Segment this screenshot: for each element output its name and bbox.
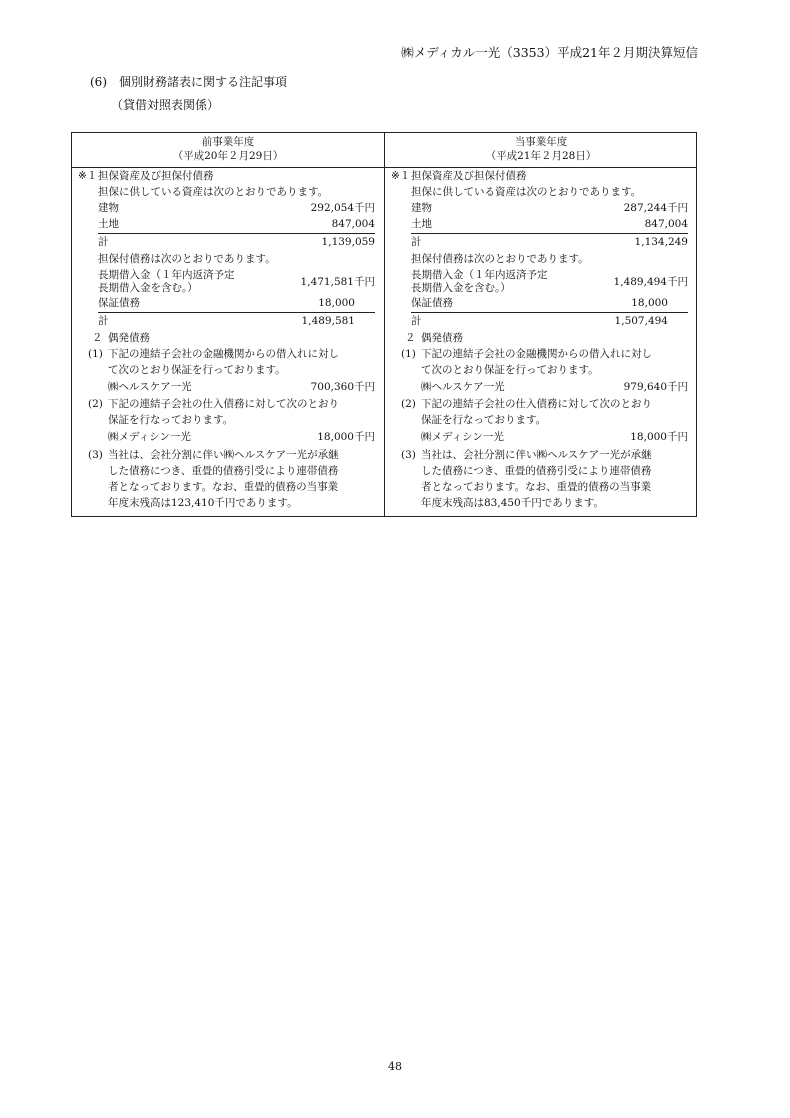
land-amount: 847,004 (331, 218, 375, 230)
debt-total-label: 計 (98, 315, 109, 327)
notes-table (71, 132, 697, 517)
guarantee-amount: 18,000 (631, 297, 668, 309)
item3-mark: (3) (88, 449, 103, 461)
item1-amount: 700,360千円 (310, 381, 375, 393)
subtotal-rule (98, 233, 375, 234)
item2-mark: (2) (401, 398, 416, 410)
item1-line2: て次のとおり保証を行っております。 (108, 364, 286, 376)
item1-mark: (1) (401, 348, 416, 360)
item2-mark: (2) (88, 398, 103, 410)
subtotal-label: 計 (98, 236, 109, 248)
item3-line4: 年度末残高は123,410千円であります。 (108, 497, 298, 509)
period: （平成21年２月28日） (485, 150, 597, 162)
item3-line4: 年度末残高は83,450千円であります。 (421, 497, 604, 509)
note2-title: 偶発債務 (108, 332, 150, 344)
loan-label-1: 長期借入金（１年内返済予定 (98, 269, 235, 281)
land-label: 土地 (411, 218, 432, 230)
current-year-column (385, 133, 697, 516)
guarantee-amount: 18,000 (318, 297, 355, 309)
note1-mark: ※１ (78, 170, 98, 182)
document-header: ㈱メディカル一光（3353）平成21年２月期決算短信 (401, 45, 698, 60)
subtotal-rule (98, 312, 375, 313)
debt-intro: 担保付債務は次のとおりであります。 (98, 253, 276, 265)
pledged-intro: 担保に供している資産は次のとおりであります。 (411, 186, 642, 198)
heading: 前事業年度 (201, 136, 255, 148)
guarantee-label: 保証債務 (98, 297, 140, 309)
item2-line1: 下記の連結子会社の仕入債務に対して次のとおり (421, 398, 652, 410)
building-label: 建物 (98, 202, 119, 214)
note1-mark: ※１ (391, 170, 411, 182)
item2-company: ㈱メディシン一光 (421, 431, 504, 443)
note1-title: 担保資産及び担保付債務 (98, 170, 214, 182)
loan-amount: 1,489,494千円 (613, 276, 688, 288)
item1-line2: て次のとおり保証を行っております。 (421, 364, 599, 376)
loan-label-2: 長期借入金を含む。） (411, 282, 511, 294)
subtotal-rule (411, 233, 688, 234)
debt-total-amount: 1,507,494 (614, 315, 668, 327)
item1-line1: 下記の連結子会社の金融機関からの借入れに対し (108, 348, 339, 360)
item1-amount: 979,640千円 (623, 381, 688, 393)
item3-line1: 当社は、会社分割に伴い㈱ヘルスケア一光が承継 (108, 449, 339, 461)
item3-line2: した債務につき、重畳的債務引受により連帯債務 (108, 465, 339, 477)
note1-title: 担保資産及び担保付債務 (411, 170, 527, 182)
period: （平成20年２月29日） (172, 150, 284, 162)
building-amount: 292,054千円 (310, 202, 375, 214)
loan-label-1: 長期借入金（１年内返済予定 (411, 269, 548, 281)
guarantee-label: 保証債務 (411, 297, 453, 309)
debt-intro: 担保付債務は次のとおりであります。 (411, 253, 589, 265)
heading: 当事業年度 (514, 136, 568, 148)
item2-line2: 保証を行なっております。 (421, 414, 547, 426)
item2-line1: 下記の連結子会社の仕入債務に対して次のとおり (108, 398, 339, 410)
subtotal-amount: 1,134,249 (634, 236, 688, 248)
item2-amount: 18,000千円 (317, 431, 375, 443)
item2-amount: 18,000千円 (630, 431, 688, 443)
item3-mark: (3) (401, 449, 416, 461)
item3-line1: 当社は、会社分割に伴い㈱ヘルスケア一光が承継 (421, 449, 652, 461)
loan-label-2: 長期借入金を含む。） (98, 282, 198, 294)
item3-line3: 者となっております。なお、重畳的債務の当事業 (421, 481, 652, 493)
debt-total-label: 計 (411, 315, 422, 327)
note2-mark: ２ (405, 332, 416, 344)
page-number: 48 (388, 1060, 402, 1073)
subtotal-rule (411, 312, 688, 313)
subtotal-label: 計 (411, 236, 422, 248)
item3-line2: した債務につき、重畳的債務引受により連帯債務 (421, 465, 652, 477)
subtotal-amount: 1,139,059 (321, 236, 375, 248)
item2-company: ㈱メディシン一光 (108, 431, 191, 443)
prior-year-column (72, 133, 384, 516)
item3-line3: 者となっております。なお、重畳的債務の当事業 (108, 481, 339, 493)
note2-title: 偶発債務 (421, 332, 463, 344)
item1-line1: 下記の連結子会社の金融機関からの借入れに対し (421, 348, 652, 360)
item1-mark: (1) (88, 348, 103, 360)
loan-amount: 1,471,581千円 (300, 276, 375, 288)
land-label: 土地 (98, 218, 119, 230)
item2-line2: 保証を行なっております。 (108, 414, 234, 426)
building-label: 建物 (411, 202, 432, 214)
section-subtitle: （貸借対照表関係） (111, 98, 220, 112)
debt-total-amount: 1,489,581 (301, 315, 355, 327)
item1-company: ㈱ヘルスケア一光 (108, 381, 192, 393)
note2-mark: ２ (92, 332, 103, 344)
section-title: (6) 個別財務諸表に関する注記事項 (90, 75, 287, 89)
building-amount: 287,244千円 (623, 202, 688, 214)
land-amount: 847,004 (644, 218, 688, 230)
item1-company: ㈱ヘルスケア一光 (421, 381, 505, 393)
pledged-intro: 担保に供している資産は次のとおりであります。 (98, 186, 329, 198)
